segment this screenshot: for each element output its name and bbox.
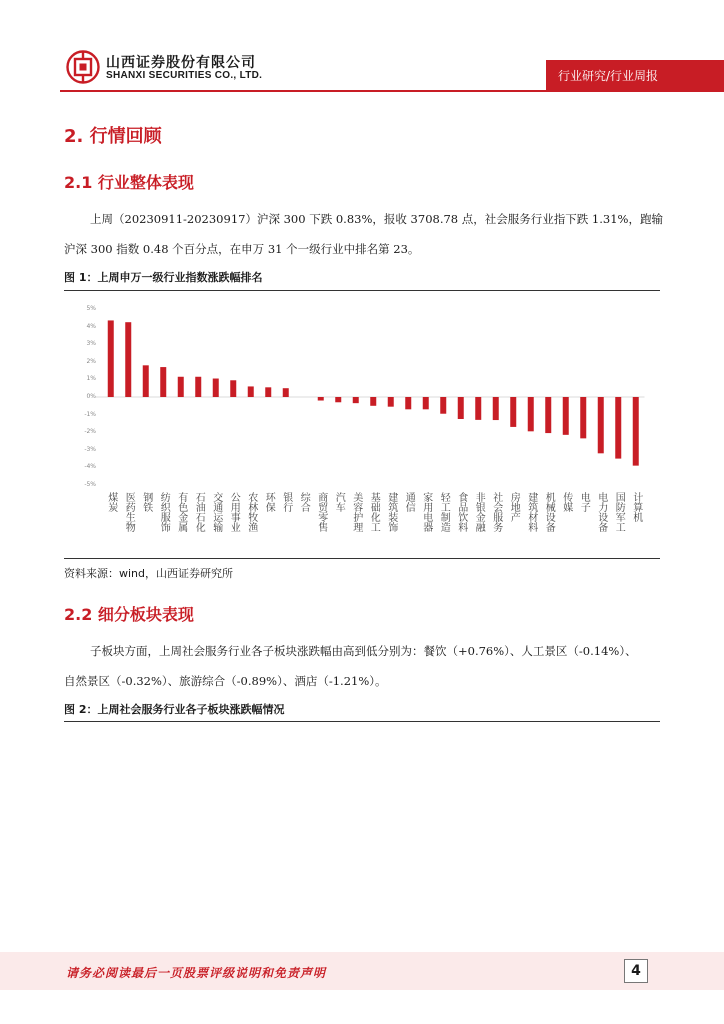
y-tick-label: 5% (86, 305, 96, 312)
category-label: 基础化工 (368, 492, 380, 532)
category-label: 煤炭 (105, 492, 117, 512)
bar-公用事业 (230, 380, 236, 397)
bar-有色金属 (178, 377, 184, 397)
bar-医药生物 (125, 322, 131, 397)
header-divider (60, 90, 724, 92)
y-tick-label: -5% (84, 481, 96, 488)
bar-家用电器 (423, 397, 429, 409)
bar-社会服务 (493, 397, 499, 420)
category-label: 国防军工 (613, 492, 625, 532)
y-tick-label: -4% (84, 463, 96, 471)
category-label: 综合 (298, 492, 310, 512)
bar-基础化工 (370, 397, 376, 406)
section-title: 2. 行情回顾 (64, 126, 162, 147)
bar-钢铁 (143, 365, 149, 397)
bar-通信 (405, 397, 411, 409)
figure-2-title: 图 2：上周社会服务行业各子板块涨跌幅情况 (64, 703, 285, 716)
bar-交通运输 (213, 379, 219, 397)
category-label: 钢铁 (140, 492, 152, 512)
y-tick-label: -1% (84, 410, 96, 418)
category-label: 农林牧渔 (245, 492, 257, 532)
y-tick-label: 3% (86, 340, 96, 348)
segments-paragraph-line-2: 自然景区（-0.32%）、旅游综合（-0.89%）、酒店（-1.21%）。 (64, 674, 387, 688)
y-tick-label: -2% (84, 428, 96, 436)
bar-农林牧渔 (248, 386, 254, 397)
bar-电子 (580, 397, 586, 438)
figure-1-source: 资料来源：wind，山西证券研究所 (64, 567, 234, 580)
figure-1-bottom-rule (64, 558, 660, 559)
shanxi-securities-logo-icon (66, 50, 100, 84)
bar-纺织服饰 (160, 367, 166, 397)
category-label: 石油石化 (193, 492, 205, 532)
disclaimer-notice: 请务必阅读最后一页股票评级说明和免责声明 (66, 966, 327, 980)
bar-房地产 (510, 397, 516, 427)
category-label: 医药生物 (123, 492, 135, 532)
report-type-tag (546, 60, 724, 90)
category-label: 建筑装饰 (385, 492, 397, 532)
category-label: 轻工制造 (438, 492, 450, 532)
figure-1-title: 图 1：上周申万一级行业指数涨跌幅排名 (64, 271, 263, 284)
y-tick-label: -3% (84, 445, 96, 453)
bar-建筑装饰 (388, 397, 394, 407)
category-label: 公用事业 (228, 492, 240, 532)
figure-2-top-rule (64, 721, 660, 722)
category-label: 商贸零售 (315, 492, 327, 532)
category-label: 有色金属 (175, 492, 187, 532)
subsection-title-segments: 2.2 细分板块表现 (64, 605, 194, 624)
bar-汽车 (335, 397, 341, 402)
bar-非银金融 (475, 397, 481, 420)
category-label: 电力设备 (595, 492, 607, 532)
subsection-title-industry: 2.1 行业整体表现 (64, 173, 194, 192)
category-label: 食品饮料 (455, 492, 467, 532)
bar-传媒 (563, 397, 569, 435)
company-name-en: SHANXI SECURITIES CO., LTD. (106, 70, 263, 81)
bar-机械设备 (545, 397, 551, 433)
company-name-cn: 山西证券股份有限公司 (106, 55, 256, 71)
bar-石油石化 (195, 377, 201, 397)
category-label: 银行 (280, 492, 292, 512)
bar-电力设备 (598, 397, 604, 453)
category-label: 房地产 (508, 492, 520, 522)
bar-美容护理 (353, 397, 359, 403)
y-tick-label: 0% (86, 393, 96, 400)
figure-1-top-rule (64, 290, 660, 291)
category-label: 社会服务 (490, 492, 502, 532)
bar-轻工制造 (440, 397, 446, 414)
category-label: 计算机 (630, 492, 642, 522)
category-label: 非银金融 (473, 492, 485, 532)
category-label: 交通运输 (210, 492, 222, 532)
industry-paragraph-line-1: 上周（20230911-20230917）沪深 300 下跌 0.83%，报收 3708.78 点，社会服务行业指下跌 1.31%，跑输 (90, 212, 663, 226)
industry-ranking-chart-svg (64, 294, 660, 558)
bar-食品饮料 (458, 397, 464, 419)
category-label: 汽车 (333, 492, 345, 512)
category-label: 建筑材料 (525, 492, 537, 532)
report-type-label: 行业研究/行业周报 (558, 69, 659, 83)
bar-煤炭 (108, 320, 114, 397)
bar-计算机 (633, 397, 639, 466)
industry-paragraph-line-2: 沪深 300 指数 0.48 个百分点，在申万 31 个一级行业中排名第 23。 (64, 242, 420, 256)
page-number: 4 (624, 959, 648, 983)
industry-ranking-chart (64, 294, 660, 558)
category-label: 美容护理 (350, 492, 362, 532)
bar-银行 (283, 388, 289, 397)
category-label: 传媒 (560, 492, 572, 512)
bar-国防军工 (615, 397, 621, 459)
bar-商贸零售 (318, 397, 324, 401)
bar-环保 (265, 387, 271, 397)
y-tick-label: 2% (86, 357, 96, 365)
category-label: 环保 (263, 492, 275, 512)
category-label: 纺织服饰 (158, 492, 170, 532)
segments-paragraph-line-1: 子板块方面，上周社会服务行业各子板块涨跌幅由高到低分别为：餐饮（+0.76%）、人工景区（-0.14%）、 (90, 644, 637, 658)
category-label: 家用电器 (420, 492, 432, 532)
y-tick-label: 4% (86, 322, 96, 330)
bar-建筑材料 (528, 397, 534, 431)
page-footer (0, 952, 724, 990)
category-label: 通信 (403, 492, 415, 512)
page-header (0, 0, 724, 100)
category-label: 机械设备 (543, 492, 555, 532)
y-tick-label: 1% (86, 375, 96, 383)
category-label: 电子 (578, 492, 590, 512)
